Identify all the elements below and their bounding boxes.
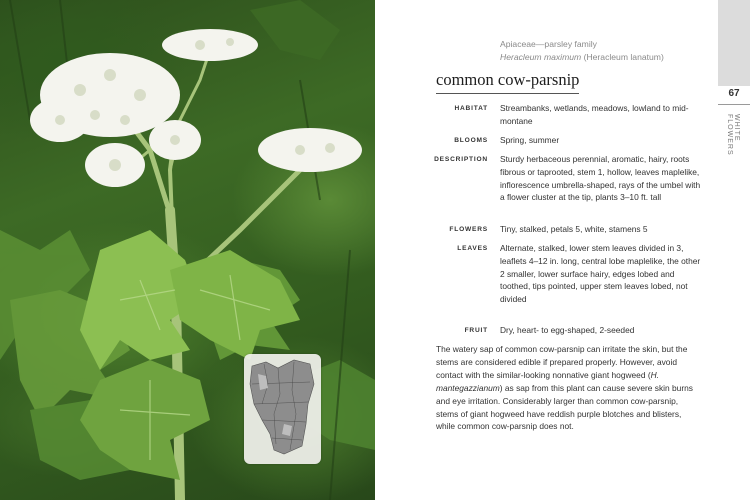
field-value: Tiny, stalked, petals 5, white, stamens 5	[500, 224, 648, 234]
synonym: (Heracleum lanatum)	[583, 52, 664, 62]
field-value: Sturdy herbaceous perennial, aromatic, hairy, roots fibrous or taprooted, stem 1, hollow, leaves maplelike, inflorescence umbrella-shaped, rays of the umbel with a flower cluster at the tip, plants 3–10 ft. tall	[500, 154, 701, 203]
field-label: LEAVES	[457, 245, 488, 252]
range-map-icon	[244, 354, 321, 464]
field-value: Alternate, stalked, lower stem leaves divided in 3, leaflets 4–12 in. long, central lobe maplelike, the other 2 smaller, lower surface hairy, edges lobed and toothed, tips pointed, upper stem leaves lobed, not divided	[500, 243, 701, 305]
family-line: Apiaceae—parsley family	[500, 39, 597, 49]
paragraph-text-1: The watery sap of common cow-parsnip can irritate the skin, but the stems are considered edible if prepared properly. However, avoid contact with the similar-looking nonnative giant hogweed (	[436, 344, 688, 380]
field-label: HABITAT	[454, 105, 488, 112]
field-label: DESCRIPTION	[434, 156, 488, 163]
paragraph-text-2: ) as sap from this plant can cause severe skin burns and eye irritation. Considerably larger than common cow-parsnip, stems of giant hogweed have reddish purple blotches and blisters, while common cow-parsnip does not.	[436, 382, 693, 432]
field-label: BLOOMS	[454, 137, 488, 144]
family-header	[500, 38, 664, 64]
page-number: 67	[728, 88, 740, 99]
species-title: common cow-parsnip	[436, 70, 579, 94]
text-page	[375, 0, 750, 500]
field-value: Streambanks, wetlands, meadows, lowland to mid-montane	[500, 103, 689, 126]
field-value: Spring, summer	[500, 135, 560, 145]
field-label: FRUIT	[464, 327, 488, 334]
body-paragraph	[436, 343, 698, 433]
thumb-tab	[718, 0, 750, 500]
tab-divider	[718, 104, 750, 105]
range-map-card	[244, 354, 321, 464]
scientific-name: Heracleum maximum	[500, 52, 582, 62]
scientific-name-line	[500, 51, 664, 64]
thumb-tab-block	[718, 0, 750, 86]
field-value: Dry, heart- to egg-shaped, 2-seeded	[500, 325, 635, 335]
section-label: WHITE FLOWERS	[726, 114, 740, 156]
field-label: FLOWERS	[449, 226, 488, 233]
paragraph-italic-name: H. mantegazzianum	[436, 369, 659, 393]
